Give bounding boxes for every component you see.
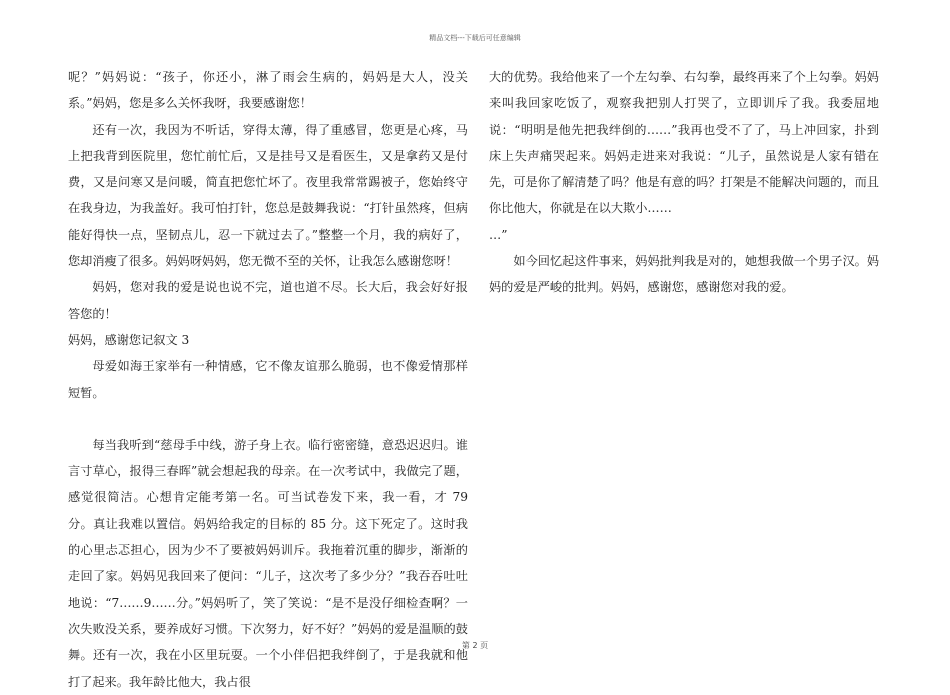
right-text-column (489, 64, 879, 301)
left-text-column (68, 64, 468, 695)
paragraph: 每当我听到“慈母手中线，游子身上衣。临行密密缝，意恐迟迟归。谁言寸草心，报得三春晖”就会想起我的母亲。在一次考试中，我做完了题，感觉很简洁。心想肯定能考第一名。可当试卷发下来，我一看，才 79 分。真让我难以置信。妈妈给我定的目标的 85 分。这下死定了。这时我的心里忐忑担心，因为少不了要被妈妈训斥。我拖着沉重的脚步，渐渐的走回了家。妈妈见我回来了便问：“儿子，这次考了多少分？”我吞吞吐吐地说：“7……9……分。”妈妈听了，笑了笑说：“是不是没仔细检查啊？一次失败没关系，要养成好习惯。下次努力，好不好？”妈妈的爱是温顺的鼓舞。还有一次，我在小区里玩耍。一个小伴侣把我绊倒了，于是我就和他打了起来。我年龄比他大，我占很 (68, 437, 468, 689)
paragraph: …” (489, 227, 508, 242)
paragraph: 妈妈，感谢您记叙文 3 (68, 332, 190, 347)
paragraph: 如今回忆起这件事来，妈妈批判我是对的，她想我做一个男子汉。妈妈的爱是严峻的批判。妈妈，感谢您，感谢您对我的爱。 (489, 254, 880, 295)
paragraph-spacer (68, 406, 468, 432)
paragraph: 妈妈，您对我的爱是说也说不完，道也道不尽。长大后，我会好好报答您的！ (68, 280, 468, 321)
page-header: 精品文档---下载后可任意编辑 (429, 34, 521, 42)
paragraph: 大的优势。我给他来了一个左勾拳、右勾拳，最终再来了个上勾拳。妈妈来叫我回家吃饭了，观察我把别人打哭了，立即训斥了我。我委屈地说：“明明是他先把我绊倒的……”我再也受不了了，马上冲回家，扑到床上失声痛哭起来。妈妈走进来对我说：“儿子，虽然说是人家有错在先，可是你了解清楚了吗？他是有意的吗？打架是不能解决问题的，而且你比他大，你就是在以大欺小…… (489, 70, 879, 216)
paragraph: 呢？”妈妈说：“孩子，你还小，淋了雨会生病的，妈妈是大人，没关系。”妈妈，您是多么关怀我呀，我要感谢您！ (68, 70, 468, 111)
paragraph: 还有一次，我因为不听话，穿得太薄，得了重感冒，您更是心疼，马上把我背到医院里，您忙前忙后，又是挂号又是看医生，又是拿药又是付费，又是问寒又是问暖，简直把您忙坏了。夜里我常常踢被子，您始终守在我身边，为我盖好。我可怕打针，您总是鼓舞我说：“打针虽然疼，但病能好得快一点，坚韧点儿，忍一下就过去了。”整整一个月，我的病好了，您却消瘦了很多。妈妈呀妈妈，您无微不至的关怀，让我怎么感谢您呀！ (68, 122, 468, 269)
page-number: 第 2 页 (461, 641, 489, 650)
paragraph: 母爱如海王家举有一种情感，它不像友谊那么脆弱，也不像爱情那样短暂。 (68, 359, 468, 400)
